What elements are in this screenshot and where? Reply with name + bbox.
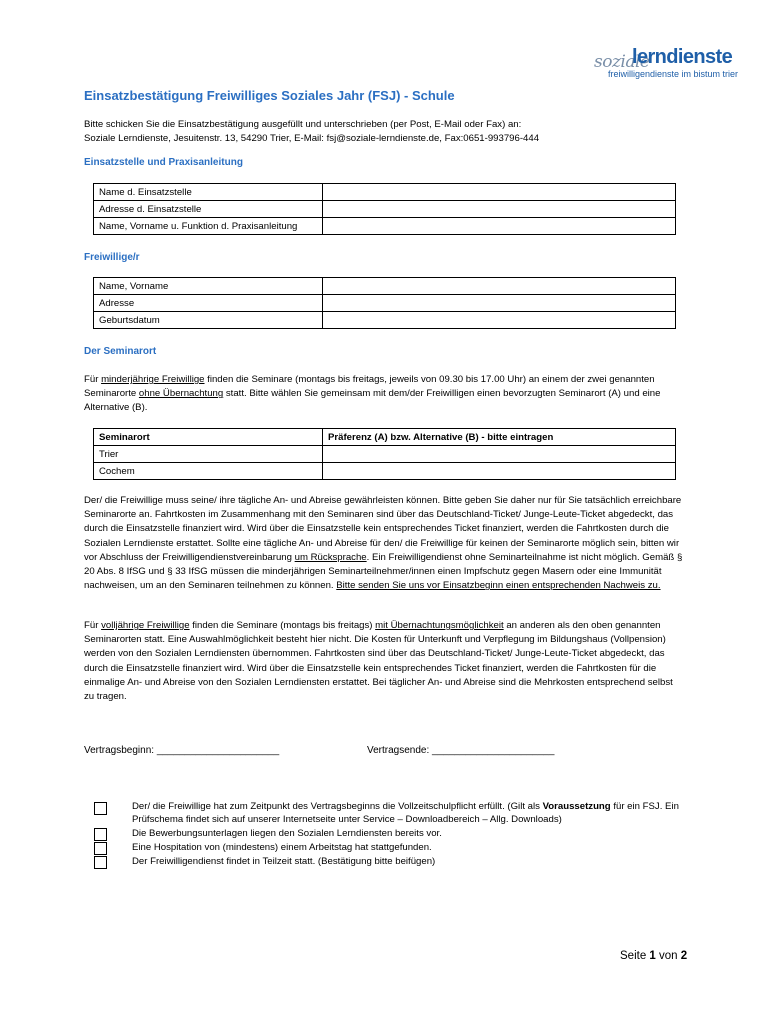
text-underlined: um Rücksprache xyxy=(294,551,367,563)
volunteer-birthdate-field[interactable] xyxy=(323,312,676,329)
checklist-item-bewerbung: Die Bewerbungsunterlagen liegen den Sozialen Lerndiensten bereits vor. xyxy=(132,828,442,839)
text: Der/ die Freiwillige hat zum Zeitpunkt des Vertragsbeginns die Vollzeitschulpflicht erfüllt. (Gilt als xyxy=(132,801,543,812)
text: finden die Seminare (montags bis freitags, jeweils von 09.30 bis 17.00 Uhr) an einem der zwei genannten Seminarorte xyxy=(84,374,655,400)
table-row xyxy=(94,218,676,235)
logo xyxy=(588,46,738,86)
einsatzstelle-name-field[interactable] xyxy=(323,184,676,201)
paragraph-volljaehrige xyxy=(84,619,684,704)
text: Für xyxy=(84,620,102,631)
text-underlined: mit Übernachtungsmöglichkeit xyxy=(375,620,504,631)
paragraph-anreise xyxy=(84,494,684,593)
checklist-item-hospitation: Eine Hospitation von (mindestens) einem Arbeitstag hat stattgefunden. xyxy=(132,842,432,853)
field-label: Name d. Einsatzstelle xyxy=(94,184,323,201)
text: . Ein Freiwilligendienst ohne Seminarteilnahme ist nicht möglich. Gemäß § 20 Abs. 8 IfSG und § 33 IfSG müssen die minderjährigen Seminarteilnehmer/innen einen Impfschutz gegen Masern oder eine Immunität nachweisen, um an den Seminaren teilnehmen zu können. xyxy=(84,551,683,592)
column-header: Präferenz (A) bzw. Alternative (B) - bitte eintragen xyxy=(323,429,676,446)
preference-trier-field[interactable] xyxy=(323,446,676,463)
logo-script: soziale xyxy=(594,52,650,72)
table-row xyxy=(94,312,676,329)
page-title: Einsatzbestätigung Freiwilliges Soziales Jahr (FSJ) - Schule xyxy=(84,88,455,103)
table-row xyxy=(94,446,676,463)
einsatzstelle-table xyxy=(93,183,676,235)
text: für ein FSJ. Ein Prüfschema findet sich auf unserer Internetseite unter Service – Downloadbereich – Allg. Downloads) xyxy=(132,801,679,826)
table-row xyxy=(94,295,676,312)
seminarort-label: Cochem xyxy=(94,463,323,480)
text-underlined: minderjährige Freiwillige xyxy=(101,374,205,385)
contract-start-field[interactable]: Vertragsbeginn: ______________________ xyxy=(84,745,280,756)
contract-end-field[interactable]: Vertragsende: ______________________ xyxy=(367,745,555,756)
checkbox-teilzeit[interactable] xyxy=(94,856,107,869)
text: Der/ die Freiwillige muss seine/ ihre tägliche An- und Abreise gewährleisten können. Bitte geben Sie daher nur für Sie tatsächlich erreichbare Seminarorte an. Fahrtkosten im Zusammenhang mit den Seminaren sind über das Deutschland-Ticket/ Junge-Leute-Ticket abgedeckt, das durch die Einsatzstelle finanziert wird. Wird über die Einsatzstelle kein entsprechendes Ticket finanziert, werden die Fahrtkosten durch die Sozialen Lerndienste erstattet. Sollte eine tägliche An- und Abreise für den/ die Freiwillige für keinen der Seminarorte möglich sein, bitten wir vor Abschluss der Freiwilligendienstvereinbarung xyxy=(84,495,682,563)
volunteer-address-field[interactable] xyxy=(323,295,676,312)
table-row xyxy=(94,184,676,201)
current-page: 1 xyxy=(649,950,656,962)
intro-line-2: Soziale Lerndienste, Jesuitenstr. 13, 54290 Trier, E-Mail: fsj@soziale-lerndienste.de, Fax:0651-993796-444 xyxy=(84,133,540,144)
text: von xyxy=(655,950,681,962)
seminarort-table xyxy=(93,428,676,480)
field-label: Geburtsdatum xyxy=(94,312,323,329)
text-bold: Voraussetzung xyxy=(542,801,611,812)
text-underlined: Bitte senden Sie uns vor Einsatzbeginn einen entsprechenden Nachweis zu. xyxy=(336,580,661,592)
preference-cochem-field[interactable] xyxy=(323,463,676,480)
checklist-item-teilzeit: Der Freiwilligendienst findet in Teilzeit statt. (Bestätigung bitte beifügen) xyxy=(132,856,436,867)
checkbox-hospitation[interactable] xyxy=(94,842,107,855)
table-row xyxy=(94,278,676,295)
volunteer-name-field[interactable] xyxy=(323,278,676,295)
total-pages: 2 xyxy=(680,950,688,962)
table-header-row xyxy=(94,429,676,446)
table-row xyxy=(94,201,676,218)
section-heading-einsatzstelle: Einsatzstelle und Praxisanleitung xyxy=(84,157,243,168)
field-label: Adresse xyxy=(94,295,323,312)
section-heading-freiwillige: Freiwillige/r xyxy=(84,252,140,263)
field-label: Name, Vorname u. Funktion d. Praxisanleitung xyxy=(94,218,323,235)
logo-subtitle: freiwilligendienste im bistum trier xyxy=(608,69,739,79)
column-header: Seminarort xyxy=(94,429,323,446)
freiwillige-table xyxy=(93,277,676,329)
logo-main: lerndienste xyxy=(632,46,733,68)
intro-text xyxy=(84,118,684,146)
text: finden die Seminare (montags bis freitags) xyxy=(189,620,376,631)
paragraph-minderjaehrige xyxy=(84,373,684,416)
field-label: Name, Vorname xyxy=(94,278,323,295)
seminarort-label: Trier xyxy=(94,446,323,463)
field-label: Adresse d. Einsatzstelle xyxy=(94,201,323,218)
table-row xyxy=(94,463,676,480)
intro-line-1: Bitte schicken Sie die Einsatzbestätigung ausgefüllt und unterschrieben (per Post, E-Mail oder Fax) an: xyxy=(84,119,522,130)
checklist-item-schulpflicht xyxy=(132,800,692,826)
text: Seite xyxy=(620,950,650,962)
text-underlined: volljährige Freiwillige xyxy=(101,620,190,631)
text: statt. Bitte wählen Sie gemeinsam mit dem/der Freiwilligen einen bevorzugten Seminarort (A) und eine Alternative (B). xyxy=(84,388,661,414)
checkbox-bewerbung[interactable] xyxy=(94,828,107,841)
text: Für xyxy=(84,374,102,385)
section-heading-seminarort: Der Seminarort xyxy=(84,346,157,357)
text-underlined: ohne Übernachtung xyxy=(138,388,224,400)
checkbox-schulpflicht[interactable] xyxy=(94,802,107,815)
page-number xyxy=(620,950,687,962)
praxisanleitung-field[interactable] xyxy=(323,218,676,235)
text: an anderen als den oben genannten Seminarorten statt. Eine Auswahlmöglichkeit besteht hier nicht. Die Kosten für Unterkunft und Verpflegung im Bildungshaus (Vollpension) werden von den Sozialen Lerndiensten übernommen. Fahrtkosten sind über das Deutschland-Ticket/ Junge-Leute-Ticket abgedeckt, das durch die Einsatzstelle finanziert wird. Wird über die Einsatzstelle kein entsprechendes Ticket finanziert, werden die Fahrtkosten für die einmalige An- und Abreise von den Sozialen Lerndiensten erstattet. Bei täglicher An- und Abreise sind die Mehrkosten entsprechend selbst zu tragen. xyxy=(84,620,673,703)
einsatzstelle-address-field[interactable] xyxy=(323,201,676,218)
